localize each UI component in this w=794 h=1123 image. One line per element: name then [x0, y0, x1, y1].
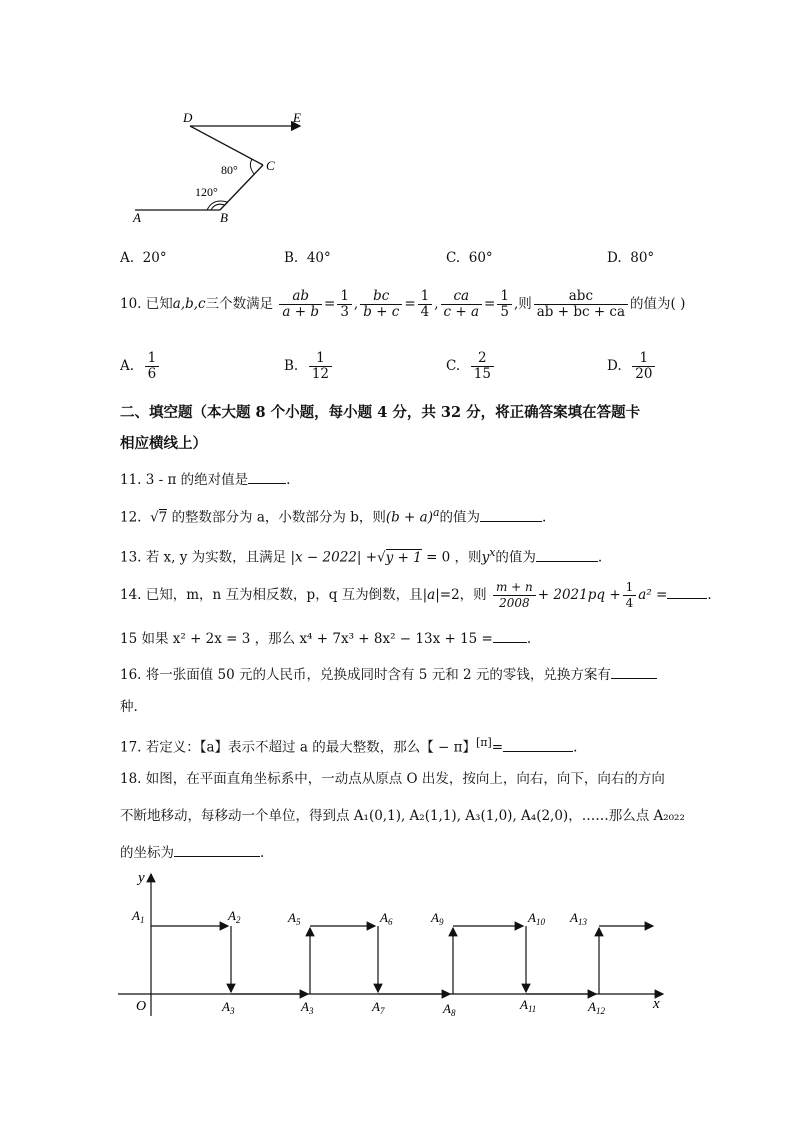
point-label-a6 [379, 910, 393, 927]
question-13: 13. 若 x, y 为实数，且满足 |x − 2022| +√y + 1 = 0 ，则$y^x$的值为 . [120, 546, 603, 566]
point-label-a5 [287, 910, 301, 927]
q12-root: 7 [158, 509, 168, 526]
option-letter: B. [284, 358, 299, 374]
question-18: 18. 如图，在平面直角坐标系中，一动点从原点 O 出发，按向上，向右，向下，向右的方向 [120, 771, 665, 787]
option-frac: $\frac{1}{6}$ [145, 351, 160, 382]
option-text: 80° [630, 250, 655, 266]
q10-frac-1-4: $\frac{1}{4}$ [418, 289, 433, 320]
q10-frac-bc: $\frac{bc}{b + c}$ [360, 289, 402, 320]
q10-frac-ca: $\frac{ca}{c + a}$ [441, 289, 483, 320]
q12-expr: (b + a) [385, 509, 433, 526]
q10-option-a[interactable] [120, 346, 161, 386]
option-frac: $\frac{2}{15}$ [471, 351, 494, 382]
svg-text:A3: $A_3$ [222, 999, 235, 1016]
axis-label-x: x [653, 996, 660, 1012]
label-b: B [220, 210, 228, 225]
q13-text1: 13. 若 x, y 为实数，且满足 [120, 549, 287, 566]
q9-option-d[interactable] [607, 248, 654, 268]
question-17: 17. 若定义：【a】表示不超过 a 的最大整数，那么【 − π】[π]= . [120, 736, 578, 756]
svg-text:A6: $A_6$ [380, 910, 393, 927]
q10-frac-1-5: $\frac{1}{5}$ [497, 289, 512, 320]
question-14: 14. 已知，m，n 互为相反数，p，q 互为倒数，且|a|=2，则 $\frac{m + n}{2008}$ + 2021pq + $\frac{1}{4}$ a² = . [120, 580, 712, 610]
answer-blank[interactable] [493, 628, 527, 643]
option-letter: D. [607, 358, 622, 374]
question-16 [120, 664, 657, 685]
option-text: 60° [468, 250, 493, 266]
question-10: 10. 已知a,b,c三个数满足 $\frac{ab}{a + b}$ = $\frac{1}{3}$ , $\frac{bc}{b + c}$ = $\frac{1}{4}$ , $\frac{ca}{c + a}$ = $\frac{1}{5}$ ,则 $\frac{\text{abc}}{ab + bc + ca}$ 的值为( ) [120, 288, 686, 320]
svg-text:A2: $A_2$ [228, 908, 241, 925]
svg-text:A10: $A_{10}$ [528, 910, 545, 927]
q10-option-d[interactable] [607, 346, 657, 386]
q13-text2: = 0 ，则 [426, 549, 482, 566]
option-letter: A. [120, 250, 135, 266]
question-18-cont: 不断地移动，每移动一个单位，得到点 A₁(0,1), A₂(1,1), A₃(1,0), A₄(2,0)，……那么点 A₂₀₂₂ [120, 808, 685, 824]
q13-expr: |x − 2022| + [290, 549, 378, 566]
point-label-a12 [587, 999, 605, 1016]
q10-prefix: 10. 已知 [120, 296, 173, 312]
point-label-a3 [221, 999, 235, 1016]
svg-text:A3: $A_3$ [301, 999, 314, 1016]
q9-option-c[interactable] [446, 248, 493, 268]
option-text: 40° [306, 250, 331, 266]
option-frac: $\frac{1}{12}$ [309, 351, 332, 382]
svg-text:A12: $A_{12}$ [588, 999, 605, 1016]
q9-option-b[interactable] [284, 248, 331, 268]
angle-figure [125, 110, 315, 228]
answer-blank[interactable] [503, 737, 573, 752]
angle-b-value: 120° [195, 185, 218, 199]
answer-blank[interactable] [667, 584, 707, 599]
option-text: 20° [142, 250, 167, 266]
question-15: 15 如果 x² + 2x = 3 ，那么 x⁴ + 7x³ + 8x² − 13x + 15 = . [120, 628, 531, 649]
point-label-a8 [442, 1001, 456, 1018]
q10-frac-ab: $\frac{ab}{a + b}$ [279, 289, 322, 320]
answer-blank[interactable] [480, 507, 542, 522]
svg-text:A9: $A_9$ [431, 910, 444, 927]
label-d: D [183, 110, 193, 125]
svg-text:A8: $A_8$ [443, 1001, 456, 1018]
option-letter: D. [607, 250, 622, 266]
q11-text: 11. 3 - π 的绝对值是 [120, 472, 249, 488]
option-letter: C. [446, 250, 461, 266]
q16-text: 16. 将一张面值 50 元的人民币，兑换成同时含有 5 元和 2 元的零钱，兑换方案有 [120, 667, 611, 683]
q17-text: 17. 若定义：【a】表示不超过 a 的最大整数，那么【 − π】 [120, 739, 476, 756]
point-label-a7 [371, 999, 385, 1016]
q10-mid: 三个数满足 [205, 296, 274, 312]
point-label-a13 [569, 910, 587, 927]
point-label-a2 [227, 908, 241, 925]
answer-blank[interactable] [174, 842, 260, 857]
q15-text: 15 如果 x² + 2x = 3 ，那么 x⁴ + 7x³ + 8x² − 13x + 15 = [120, 631, 493, 647]
origin-label: O [136, 999, 147, 1014]
question-12: 12. √7 的整数部分为 a，小数部分为 b，则$(b + a)^a$的值为 . [120, 506, 547, 526]
question-16-cont: 种. [120, 699, 138, 715]
point-label-a3-second [300, 999, 314, 1016]
option-frac: $\frac{1}{20}$ [632, 351, 655, 382]
svg-text:A11: $A_{11}$ [520, 997, 537, 1014]
label-e: E [293, 110, 301, 125]
q10-vars: a,b,c [172, 296, 206, 312]
q14-frac: $\frac{m + n}{2008}$ [493, 580, 536, 611]
section-2-heading-cont: 相应横线上） [120, 435, 207, 452]
axis-label-y: y [138, 870, 145, 886]
q12-text1: 的整数部分为 a，小数部分为 b，则 [171, 509, 386, 526]
q10-option-b[interactable] [284, 346, 334, 386]
question-18-end: 的坐标为 . [120, 842, 264, 863]
coordinate-path-figure [118, 866, 678, 1026]
q14-quarter: $\frac{1}{4}$ [623, 580, 637, 611]
answer-blank[interactable] [248, 469, 286, 484]
q12-text2: 的值为 [439, 509, 481, 526]
option-letter: B. [284, 250, 299, 266]
point-label-a9 [430, 910, 444, 927]
svg-text:A7: $A_7$ [372, 999, 385, 1016]
answer-blank[interactable] [536, 547, 598, 562]
q10-option-c[interactable] [446, 346, 496, 386]
svg-text:A1: $A_1$ [132, 908, 145, 925]
label-c: C [266, 158, 275, 173]
q14-text1: 14. 已知，m，n 互为相反数，p，q 互为倒数，且 [120, 587, 423, 603]
q10-frac-abc: $\frac{\text{abc}}{ab + bc + ca}$ [534, 289, 628, 320]
q10-frac-1-3: $\frac{1}{3}$ [337, 289, 352, 320]
option-letter: A. [120, 358, 135, 374]
q9-option-a[interactable] [120, 248, 167, 268]
option-letter: C. [446, 358, 461, 374]
section-2-heading: 二、填空题（本大题 8 个小题，每小题 4 分，共 32 分，将正确答案填在答题卡 [120, 404, 641, 421]
arc-c [250, 159, 254, 174]
point-label-a10 [527, 910, 545, 927]
label-a: A [133, 210, 141, 225]
answer-blank[interactable] [611, 664, 657, 679]
point-label-a11 [519, 997, 536, 1014]
svg-text:A5: $A_5$ [288, 910, 301, 927]
svg-text:A13: $A_{13}$ [570, 910, 587, 927]
angle-c-value: 80° [221, 163, 238, 177]
question-11: 11. 3 - π 的绝对值是 . [120, 469, 290, 490]
point-label-a1 [131, 908, 144, 925]
